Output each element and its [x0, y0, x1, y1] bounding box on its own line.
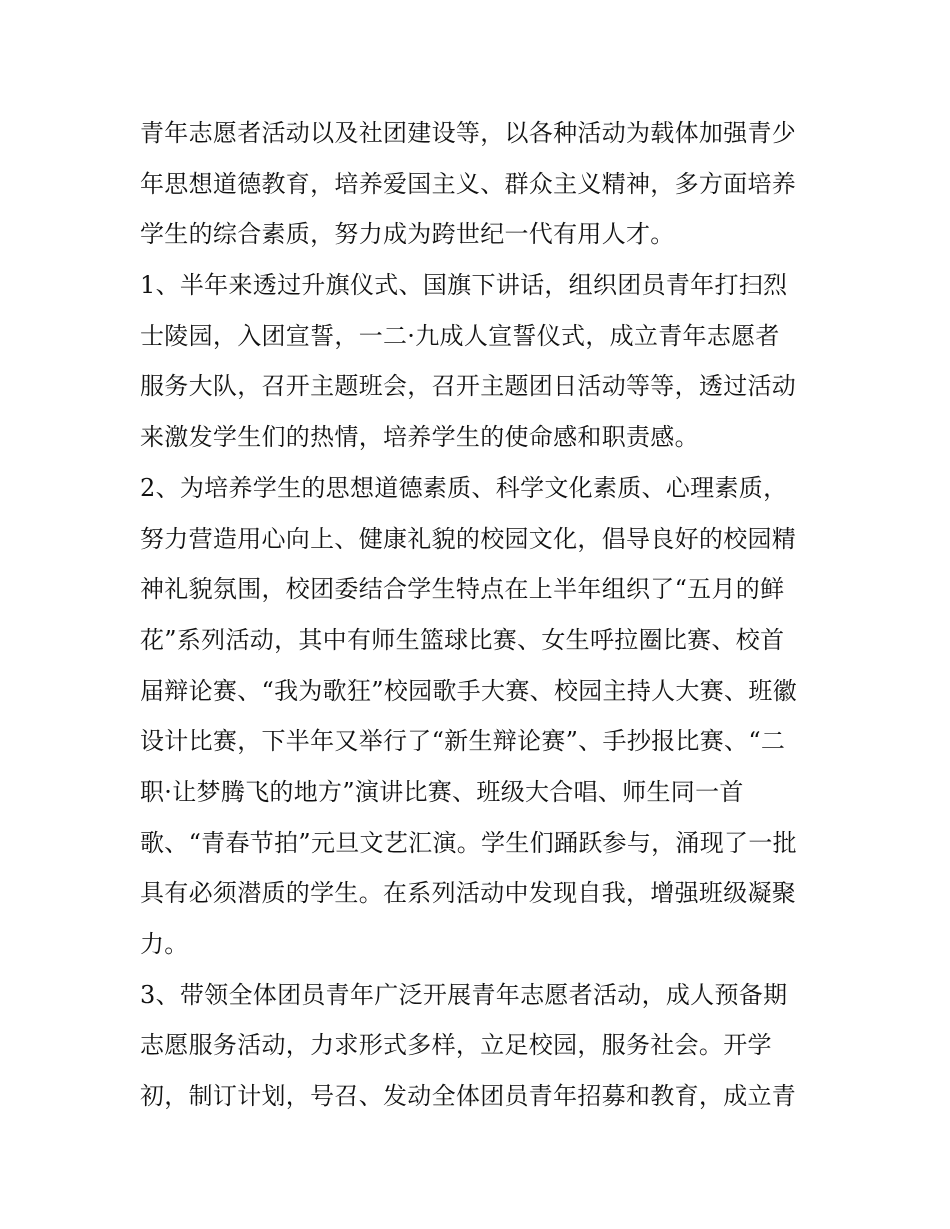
text-line: 年思想道德教育，培养爱国主义、群众主义精神，多方面培养: [140, 169, 797, 198]
text-line: 志愿服务活动，力求形式多样，立足校园，服务社会。开学: [140, 1031, 772, 1060]
text-line: 3、带领全体团员青年广泛开展青年志愿者活动，成人预备期: [140, 980, 788, 1009]
text-line: 力。: [140, 930, 189, 958]
paragraph-intro: [140, 108, 820, 260]
text-line: 2、为培养学生的思想道德素质、科学文化素质、心理素质，: [140, 473, 788, 502]
paragraph-item-2: [140, 463, 820, 970]
text-line: 初，制订计划，号召、发动全体团员青年招募和教育，成立青: [140, 1082, 797, 1111]
text-line: 具有必须潜质的学生。在系列活动中发现自我，增强班级凝聚: [140, 879, 797, 908]
text-line: 花”系列活动，其中有师生篮球比赛、女生呼拉圈比赛、校首: [140, 625, 785, 654]
text-line: 职·让梦腾飞的地方”演讲比赛、班级大合唱、师生同一首: [140, 777, 744, 806]
text-line: 服务大队，召开主题班会，召开主题团日活动等等，透过活动: [140, 372, 797, 401]
text-line: 来激发学生们的热情，培养学生的使命感和职责感。: [140, 423, 699, 452]
text-line: 设计比赛，下半年又举行了“新生辩论赛”、手抄报比赛、“二: [140, 727, 786, 756]
text-line: 歌、“青春节拍”元旦文艺汇演。学生们踊跃参与，涌现了一批: [140, 828, 797, 857]
text-line: 士陵园，入团宣誓，一二·九成人宣誓仪式，成立青年志愿者: [140, 321, 780, 350]
paragraph-item-1: [140, 260, 820, 463]
text-line: 1、半年来透过升旗仪式、国旗下讲话，组织团员青年打扫烈: [140, 271, 788, 300]
text-line: 学生的综合素质，努力成为跨世纪一代有用人才。: [140, 220, 675, 249]
text-line: 青年志愿者活动以及社团建设等，以各种活动为载体加强青少: [140, 119, 797, 147]
text-line: 届辩论赛、“我为歌狂”校园歌手大赛、校园主持人大赛、班徽: [140, 676, 797, 705]
document-body: [140, 108, 820, 1122]
text-line: 努力营造用心向上、健康礼貌的校园文化，倡导良好的校园精: [140, 524, 797, 553]
text-line: 神礼貌氛围，校团委结合学生特点在上半年组织了“五月的鲜: [140, 575, 785, 604]
paragraph-item-3: [140, 970, 820, 1122]
